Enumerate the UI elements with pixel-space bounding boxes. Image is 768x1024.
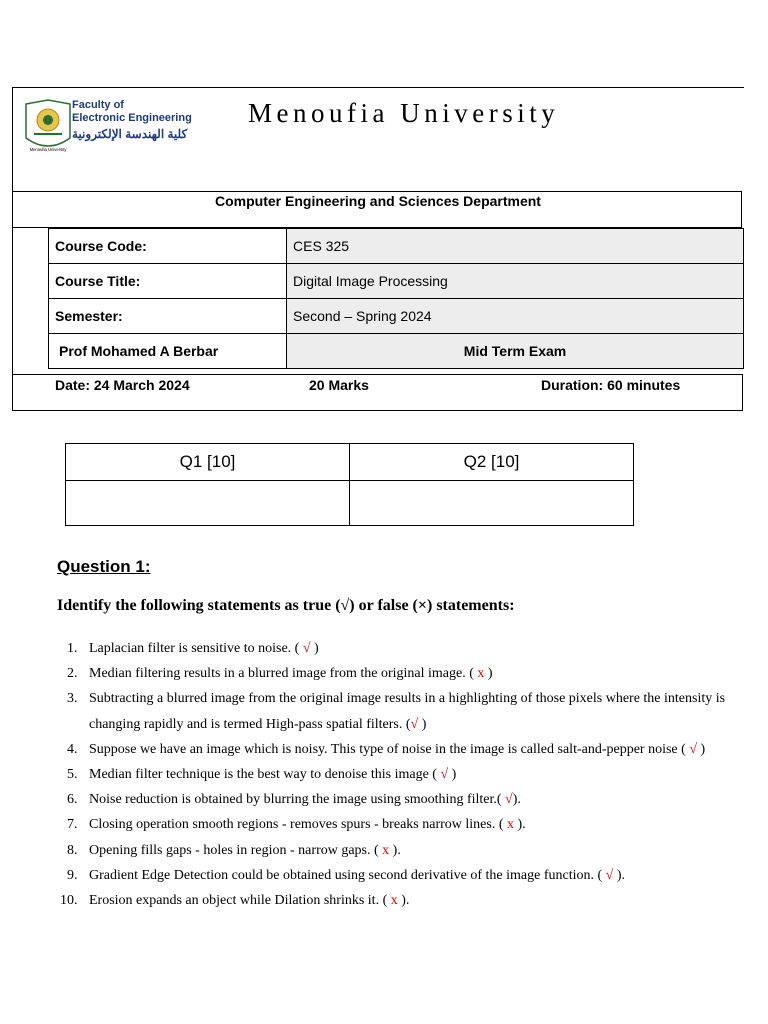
faculty-name-en: Faculty of Electronic Engineering — [72, 99, 192, 124]
semester-label: Semester: — [49, 299, 287, 334]
exam-marks: 20 Marks — [309, 377, 369, 393]
semester-value: Second – Spring 2024 — [287, 299, 744, 334]
exam-duration: Duration: 60 minutes — [541, 377, 681, 393]
professor-row — [49, 334, 744, 369]
list-item: 5. Median filter technique is the best way to denoise this image ( √ ) — [67, 767, 457, 783]
answer-mark: x — [503, 817, 518, 833]
exam-date: Date: 24 March 2024 — [55, 377, 190, 393]
svg-text:Menoufia University: Menoufia University — [29, 147, 67, 152]
course-title-value: Digital Image Processing — [287, 264, 744, 299]
answer-mark: √ — [436, 767, 452, 783]
answer-mark: √ — [410, 716, 419, 732]
list-item: 6. Noise reduction is obtained by blurring the image using smoothing filter.( √). — [67, 792, 521, 808]
answer-mark: x — [378, 842, 393, 858]
course-code-value: CES 325 — [287, 229, 744, 264]
answer-mark: √ — [685, 741, 701, 757]
q2-score-header: Q2 [10] — [350, 444, 634, 481]
date-marks-row — [12, 374, 743, 411]
course-title-row — [49, 264, 744, 299]
answer-mark: x — [473, 666, 488, 682]
list-item: 8. Opening fills gaps - holes in region - narrow gaps. ( x ). — [67, 842, 401, 858]
list-item: 3. Subtracting a blurred image from the original image results in a highlighting of those pixels where the intensity is changing rapidly and is termed High-pass spatial filters. (√ ) — [67, 691, 726, 732]
question-title: Question 1: — [57, 557, 151, 576]
list-item: 4. Suppose we have an image which is noisy. This type of noise in the image is called salt-and-pepper noise ( √ ) — [67, 741, 706, 757]
q1-score-cell — [66, 481, 350, 526]
course-code-label: Course Code: — [49, 229, 287, 264]
q1-score-header: Q1 [10] — [66, 444, 350, 481]
course-code-row — [49, 229, 744, 264]
department-box — [12, 191, 742, 228]
semester-row — [49, 299, 744, 334]
q2-score-cell — [350, 481, 634, 526]
university-name: Menoufia University — [248, 98, 560, 128]
university-logo — [22, 98, 74, 156]
list-item: 1. Laplacian filter is sensitive to noise. ( √ ) — [67, 641, 319, 656]
question-instruction: Identify the following statements as true (√) or false (×) statements: — [57, 597, 515, 614]
statements-list — [60, 636, 730, 913]
answer-mark: √ — [299, 641, 315, 656]
list-item: 7. Closing operation smooth regions - removes spurs - breaks narrow lines. ( x ). — [67, 817, 526, 833]
faculty-name-ar: كلية الهندسة الإلكترونية — [72, 127, 188, 141]
answer-mark: x — [387, 893, 402, 909]
course-info-table — [48, 228, 744, 369]
score-table — [65, 443, 634, 526]
left-rule — [12, 228, 13, 375]
professor-name: Prof Mohamed A Berbar — [49, 334, 287, 369]
department-name: Computer Engineering and Sciences Department — [215, 193, 541, 209]
exam-type: Mid Term Exam — [287, 334, 744, 369]
answer-mark: √ — [602, 867, 617, 883]
answer-mark: √ — [501, 792, 513, 808]
list-item: 9. Gradient Edge Detection could be obtained using second derivative of the image function. ( √ ). — [67, 867, 626, 883]
list-item: 10. Erosion expands an object while Dilation shrinks it. ( x ). — [60, 893, 410, 909]
course-title-label: Course Title: — [49, 264, 287, 299]
list-item: 2. Median filtering results in a blurred image from the original image. ( x ) — [67, 666, 493, 682]
